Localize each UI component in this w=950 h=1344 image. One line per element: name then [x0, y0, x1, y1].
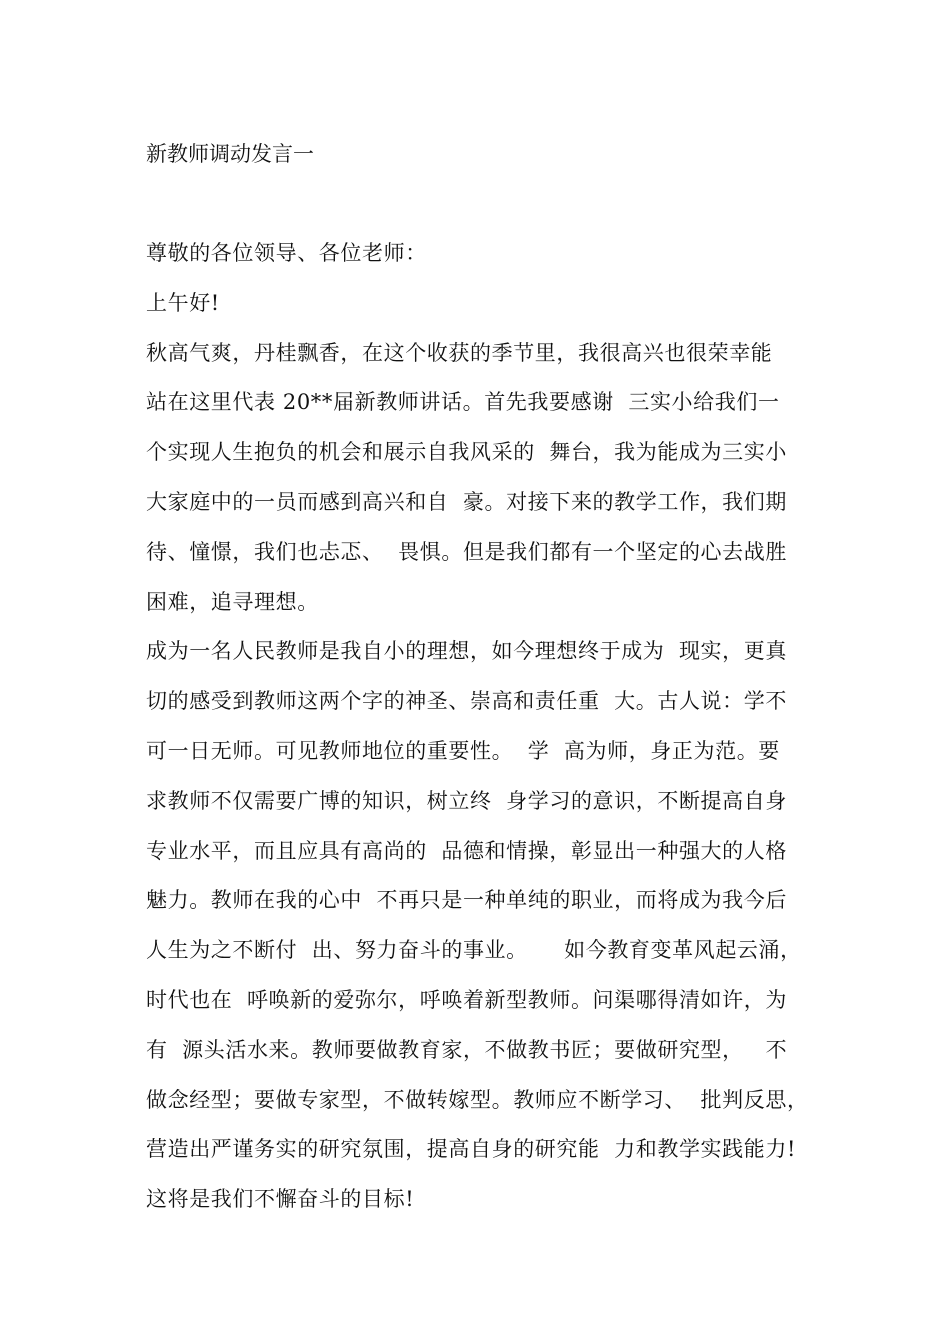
greeting-line: 上午好!: [146, 290, 220, 315]
document-body: [146, 237, 826, 1233]
body-line: 可一日无师。可见教师地位的重要性。 学 高为师，身正为范。要: [146, 738, 780, 763]
body-line: 求教师不仅需要广博的知识，树立终 身学习的意识，不断提高自身: [146, 788, 787, 813]
body-line: 切的感受到教师这两个字的神圣、崇高和责任重 大。古人说：学不: [146, 689, 787, 714]
body-line: 时代也在 呼唤新的爱弥尔，呼唤着新型教师。问渠哪得清如许，为: [146, 987, 787, 1012]
body-line: 秋高气爽，丹桂飘香，在这个收获的季节里，我很高兴也很荣幸能: [146, 340, 773, 365]
body-line: 有 源头活水来。教师要做教育家，不做教书匠；要做研究型， 不: [146, 1037, 788, 1062]
body-line: 个实现人生抱负的机会和展示自我风采的 舞台，我为能成为三实小: [146, 440, 787, 465]
body-line: 营造出严谨务实的研究氛围，提高自身的研究能 力和教学实践能力!: [146, 1137, 796, 1162]
body-line: 成为一名人民教师是我自小的理想，如今理想终于成为 现实，更真: [146, 639, 787, 664]
body-line: 大家庭中的一员而感到高兴和自 豪。对接下来的教学工作，我们期: [146, 489, 787, 514]
body-line: 魅力。教师在我的心中 不再只是一种单纯的职业，而将成为我今后: [146, 888, 787, 913]
body-line: 做念经型；要做专家型，不做转嫁型。教师应不断学习、 批判反思，: [146, 1087, 809, 1112]
salutation-line: 尊敬的各位领导、各位老师：: [146, 241, 427, 265]
body-line: 困难，追寻理想。: [146, 589, 319, 614]
body-line: 站在这里代表 20**届新教师讲话。首先我要感谢 三实小给我们一: [146, 390, 780, 415]
body-line: 专业水平，而且应具有高尚的 品德和情操，彰显出一种强大的人格: [146, 838, 787, 863]
body-line: 人生为之不断付 出、努力奋斗的事业。 如今教育变革风起云涌，: [146, 938, 802, 963]
document-title: 新教师调动发言一: [146, 142, 314, 166]
body-line: 待、憧憬，我们也忐忑、 畏惧。但是我们都有一个坚定的心去战胜: [146, 539, 787, 564]
body-line: 这将是我们不懈奋斗的目标!: [146, 1187, 415, 1212]
